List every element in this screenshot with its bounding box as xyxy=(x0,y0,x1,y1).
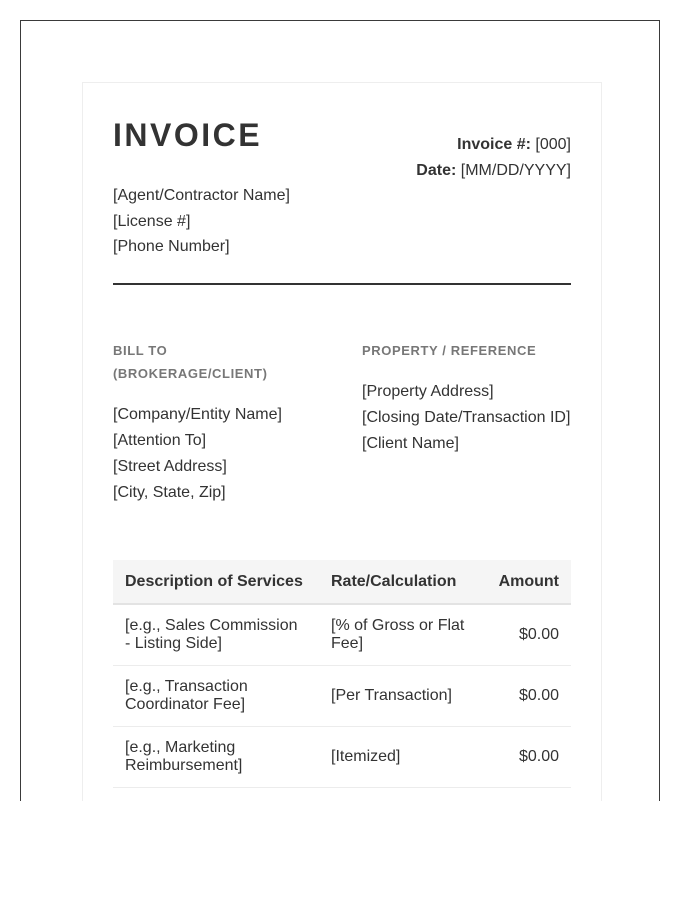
invoice-number-label: Invoice #: xyxy=(457,136,531,153)
bill-to-lines xyxy=(113,402,333,506)
bill-to-heading xyxy=(113,339,333,385)
header-divider xyxy=(113,283,571,285)
row-description: [e.g., Marketing Reimbursement] xyxy=(113,727,319,788)
bill-to-line: [Attention To] xyxy=(113,432,207,449)
invoice-date-value: [MM/DD/YYYY] xyxy=(460,162,571,179)
invoice-number-line xyxy=(416,132,571,158)
bill-to-section xyxy=(113,339,333,506)
property-section xyxy=(362,339,592,457)
row-amount: $0.00 xyxy=(477,666,571,727)
row-description: [e.g., Sales Commission - Listing Side] xyxy=(113,604,319,666)
row-rate: [% of Gross or Flat Fee] xyxy=(319,604,477,666)
header-amount: Amount xyxy=(477,560,571,604)
property-lines xyxy=(362,379,592,457)
table-row xyxy=(113,666,571,727)
header-rate: Rate/Calculation xyxy=(319,560,477,604)
agent-info xyxy=(113,183,290,260)
row-description: [e.g., Transaction Coordinator Fee] xyxy=(113,666,319,727)
header-description: Description of Services xyxy=(113,560,319,604)
property-line: [Client Name] xyxy=(362,435,459,452)
agent-phone: [Phone Number] xyxy=(113,238,230,255)
row-amount: $0.00 xyxy=(477,604,571,666)
invoice-sheet xyxy=(82,82,602,801)
table-header-row xyxy=(113,560,571,604)
invoice-date-line xyxy=(416,158,571,184)
services-table-header xyxy=(113,560,571,604)
table-row xyxy=(113,727,571,788)
property-line: [Property Address] xyxy=(362,383,494,400)
agent-name: [Agent/Contractor Name] xyxy=(113,187,290,204)
bill-to-heading-line2: (BROKERAGE/CLIENT) xyxy=(113,366,268,381)
row-rate: [Per Transaction] xyxy=(319,666,477,727)
invoice-meta xyxy=(416,132,571,184)
page-frame xyxy=(20,20,660,801)
invoice-title: INVOICE xyxy=(113,117,263,153)
bill-to-line: [City, State, Zip] xyxy=(113,484,226,501)
services-table xyxy=(113,560,571,788)
services-table-body xyxy=(113,604,571,788)
row-rate: [Itemized] xyxy=(319,727,477,788)
row-amount: $0.00 xyxy=(477,727,571,788)
table-row xyxy=(113,604,571,666)
bill-to-line: [Company/Entity Name] xyxy=(113,406,282,423)
invoice-number-value: [000] xyxy=(535,136,571,153)
bill-to-line: [Street Address] xyxy=(113,458,227,475)
bill-to-heading-line1: BILL TO xyxy=(113,343,168,358)
property-line: [Closing Date/Transaction ID] xyxy=(362,409,571,426)
invoice-date-label: Date: xyxy=(416,162,457,179)
agent-license: [License #] xyxy=(113,212,191,230)
property-heading: PROPERTY / REFERENCE xyxy=(362,343,537,358)
